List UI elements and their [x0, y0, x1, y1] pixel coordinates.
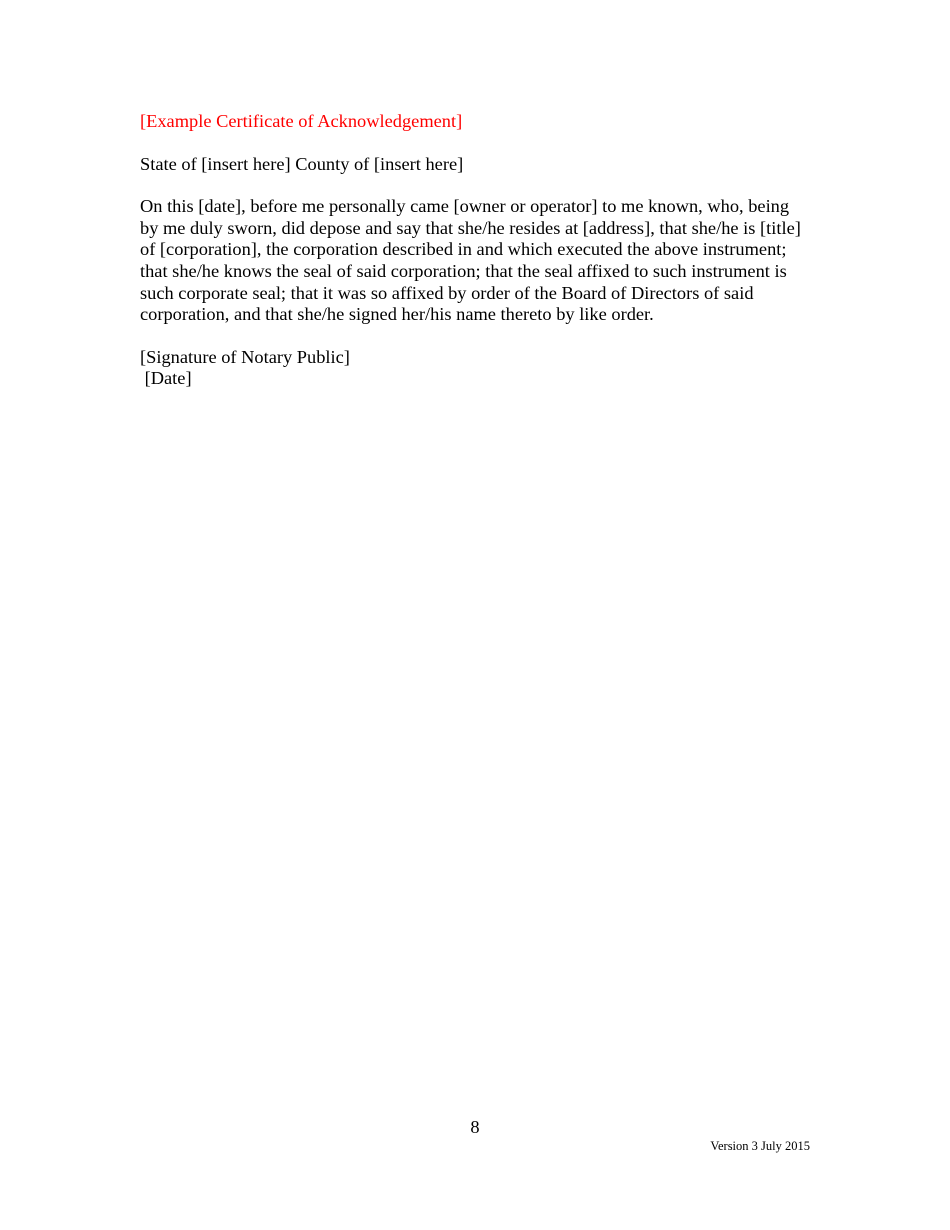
date-line: [Date]	[140, 368, 192, 389]
state-county-line: State of [insert here] County of [insert here]	[140, 153, 464, 174]
document-content	[140, 111, 820, 390]
page-number: 8	[470, 1117, 480, 1137]
certificate-heading: [Example Certificate of Acknowledgement]	[140, 111, 463, 131]
acknowledgement-paragraph: On this [date], before me personally came [owner or operator] to me known, who, being by me duly sworn, did depose and say that she/he resides at [address], that she/he is [title] of [corporation], the corporation described in and which executed the above instrument; that she/he knows the seal of said corporation; that the seal affixed to such instrument is such corporate seal; that it was so affixed by order of the Board of Directors of said corporation, and that she/he signed her/his name thereto by like order.	[140, 196, 801, 325]
version-label: Version 3 July 2015	[710, 1139, 810, 1153]
notary-signature-line: [Signature of Notary Public]	[140, 346, 350, 367]
